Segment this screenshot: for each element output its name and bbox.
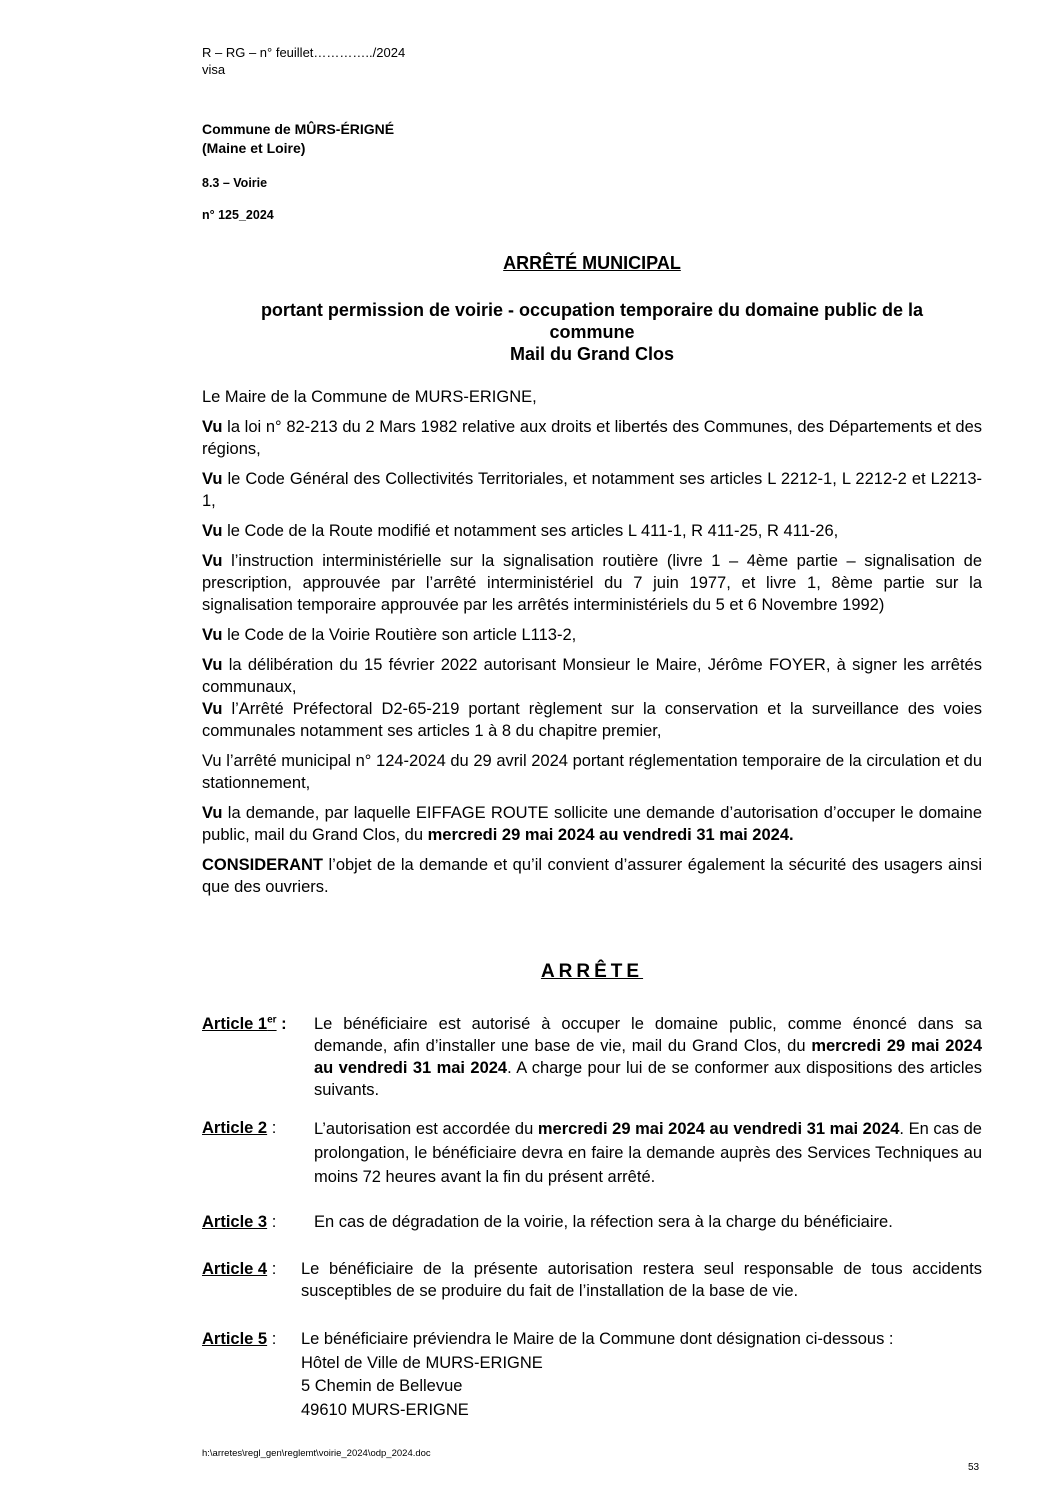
article-label: Article 3	[202, 1213, 268, 1231]
visa-line: visa	[202, 62, 226, 77]
vu-paragraph	[202, 520, 982, 542]
file-path: h:\arretes\regl_gen\reglemt\voirie_2024\odp_2024.doc	[202, 1448, 431, 1459]
arrete-heading: ARRÊTE	[540, 961, 644, 982]
date-range: mercredi 29 mai 2024 au vendredi 31 mai 2024	[314, 1037, 982, 1077]
article-3-label: Article 3 :	[202, 1213, 277, 1231]
vu-label: Vu	[202, 418, 223, 436]
article-label: Article 1er	[202, 1014, 277, 1033]
considerant-label: CONSIDERANT	[202, 856, 324, 874]
vu-label: Vu	[202, 522, 223, 540]
subtitle-line-3: Mail du Grand Clos	[509, 344, 674, 364]
vu-text: le Code Général des Collectivités Territoriales, et notamment ses articles L 2212-1, L 2212-2 et L2213-1,	[202, 470, 982, 510]
vu-text: la demande, par laquelle EIFFAGE ROUTE sollicite une demande d’autorisation d’occuper le domaine public, mail du Grand Clos, du	[202, 804, 982, 844]
feuillet-line: R – RG – n° feuillet…………../2024	[202, 45, 406, 60]
page-number: 53	[968, 1462, 980, 1473]
considerant-paragraph	[202, 854, 982, 898]
article-5-text	[301, 1328, 982, 1422]
vu-text: la loi n° 82-213 du 2 Mars 1982 relative aux droits et libertés des Communes, des Départements et des régions,	[202, 418, 982, 458]
vu-label: Vu	[202, 700, 223, 718]
vu-label: Vu	[202, 804, 223, 822]
article-4-text: Le bénéficiaire de la présente autorisation restera seul responsable de tous accidents susceptibles de se produire du fait de l’installation de la base de vie.	[301, 1260, 982, 1300]
date-range: mercredi 29 mai 2024 au vendredi 31 mai 2024.	[427, 826, 794, 844]
considerant-text: l’objet de la demande et qu’il convient d’assurer également la sécurité des usagers ainsi que des ouvriers.	[202, 856, 982, 896]
vu-label: Vu	[202, 552, 223, 570]
vu-paragraph	[202, 654, 982, 698]
article-2-label: Article 2 :	[202, 1119, 277, 1137]
maire-line: Le Maire de la Commune de MURS-ERIGNE,	[202, 388, 537, 406]
article-label: Article 5	[202, 1330, 268, 1348]
vu-text: l’instruction interministérielle sur la signalisation routière (livre 1 – 4ème partie – signalisation de prescription, approuvée par l’arrêté interministériel du 7 juin 1977, et livre 1, 8ème partie sur la signalisation temporaire approuvée par les arrêtés interministériels du 5 et 6 Novembre 1992)	[202, 552, 982, 614]
subtitle	[202, 299, 982, 365]
article-3-text: En cas de dégradation de la voirie, la réfection sera à la charge du bénéficiaire.	[314, 1213, 893, 1231]
page-title: ARRÊTÉ MUNICIPAL	[503, 253, 681, 273]
subtitle-line-2: commune	[549, 322, 635, 342]
vu-label: Vu	[202, 626, 223, 644]
article-1-text: Le bénéficiaire est autorisé à occuper le domaine public, comme énoncé dans sa demande, afin d’installer une base de vie, mail du Grand Clos, du mercredi 29 mai 2024 au vendredi 31 mai 2024. A charge pour lui de se conformer aux dispositions des articles suivants.	[314, 1015, 983, 1099]
arrete-number: n° 125_2024	[202, 208, 274, 222]
date-range: mercredi 29 mai 2024 au vendredi 31 mai 2024	[537, 1120, 900, 1138]
vu-text: l’Arrêté Préfectoral D2-65-219 portant règlement sur la conservation et la surveillance des voies communales notamment ses articles 1 à 8 du chapitre premier,	[202, 700, 982, 740]
subtitle-line-1: portant permission de voirie - occupation temporaire du domaine public de la	[260, 300, 924, 320]
commune-name: Commune de MÛRS-ÉRIGNÉ	[202, 121, 395, 137]
article-1-label: Article 1er :	[202, 1014, 287, 1033]
category: 8.3 – Voirie	[202, 176, 268, 190]
vu-label: Vu	[202, 470, 223, 488]
article-5-line: Le bénéficiaire préviendra le Maire de la Commune dont désignation ci-dessous :	[301, 1330, 894, 1348]
vu-paragraph	[202, 802, 982, 846]
article-label: Article 4	[202, 1260, 268, 1278]
address-line: 5 Chemin de Bellevue	[301, 1377, 463, 1395]
vu-paragraph	[202, 468, 982, 512]
address-line: 49610 MURS-ERIGNE	[301, 1400, 469, 1419]
vu-text: le Code de la Voirie Routière son article L113-2,	[222, 626, 577, 644]
article-5-label: Article 5 :	[202, 1330, 277, 1348]
address-line: Hôtel de Ville de MURS-ERIGNE	[301, 1353, 543, 1372]
article-label: Article 2	[202, 1119, 268, 1137]
vu-text: la délibération du 15 février 2022 autorisant Monsieur le Maire, Jérôme FOYER, à signer les arrêtés communaux,	[202, 656, 982, 696]
vu-label: Vu	[202, 656, 223, 674]
departement: (Maine et Loire)	[202, 140, 306, 156]
preamble	[202, 386, 982, 898]
vu-paragraph: Vu l’arrêté municipal n° 124-2024 du 29 avril 2024 portant réglementation temporaire de la circulation et du stationnement,	[202, 752, 982, 792]
vu-paragraph	[202, 624, 982, 646]
vu-text: le Code de la Route modifié et notamment ses articles L 411-1, R 411-25, R 411-26,	[222, 522, 839, 540]
vu-paragraph	[202, 550, 982, 616]
vu-paragraph	[202, 698, 982, 742]
article-2-text: L’autorisation est accordée du mercredi 29 mai 2024 au vendredi 31 mai 2024. En cas de prolongation, le bénéficiaire devra en faire la demande auprès des Services Techniques au moins 72 heures avant la fin du présent arrêté.	[314, 1120, 982, 1186]
vu-paragraph	[202, 416, 982, 460]
article-4-label: Article 4 :	[202, 1260, 277, 1278]
